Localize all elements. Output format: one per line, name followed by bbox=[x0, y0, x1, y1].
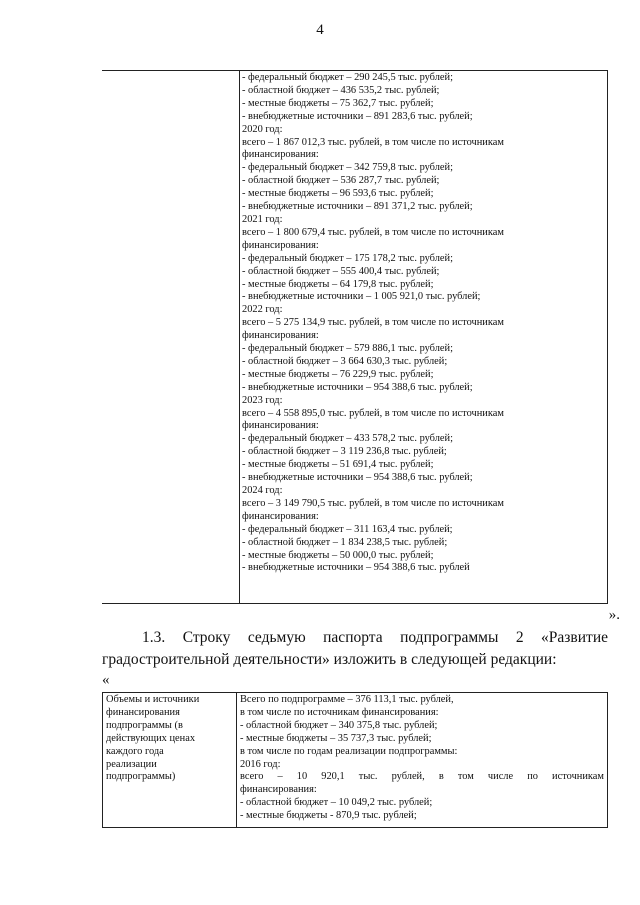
text-line: 2022 год: bbox=[242, 304, 283, 316]
text-line: - внебюджетные источники – 954 388,6 тыс. рублей; bbox=[242, 381, 473, 393]
text-line: - федеральный бюджет – 311 163,4 тыс. рублей; bbox=[242, 523, 453, 535]
text-line: - федеральный бюджет – 433 578,2 тыс. рублей; bbox=[242, 433, 453, 445]
text-line: всего – 10 920,1 тыс. рублей, в том числе по источникам bbox=[240, 771, 604, 783]
text-line: - областной бюджет – 3 664 630,3 тыс. рублей; bbox=[242, 355, 448, 367]
row-header-cell bbox=[106, 694, 234, 784]
text-line: - внебюджетные источники – 1 005 921,0 тыс. рублей; bbox=[242, 291, 481, 303]
text-line: - областной бюджет – 1 834 238,5 тыс. рублей; bbox=[242, 536, 448, 548]
table-column-divider bbox=[239, 71, 240, 603]
text-line: - областной бюджет – 555 400,4 тыс. рублей; bbox=[242, 265, 440, 277]
text-line: 2020 год: bbox=[242, 123, 283, 135]
text-line: 2016 год: bbox=[240, 758, 281, 770]
text-line: реализации bbox=[106, 758, 157, 770]
text-line: - местные бюджеты – 96 593,6 тыс. рублей; bbox=[242, 188, 434, 200]
text-line: 2024 год: bbox=[242, 485, 283, 496]
text-line: финансирования: bbox=[242, 239, 319, 251]
text-line: - местные бюджеты - 870,9 тыс. рублей; bbox=[240, 810, 417, 822]
text-line: - местные бюджеты – 35 737,3 тыс. рублей; bbox=[240, 732, 432, 744]
text-line: всего – 3 149 790,5 тыс. рублей, в том числе по источникам bbox=[242, 497, 504, 509]
text-line: - внебюджетные источники – 954 388,6 тыс. рублей; bbox=[242, 472, 473, 484]
text-line: - внебюджетные источники – 891 283,6 тыс. рублей; bbox=[242, 110, 473, 122]
text-line: - федеральный бюджет – 342 759,8 тыс. рублей; bbox=[242, 162, 453, 174]
text-line: всего – 1 867 012,3 тыс. рублей, в том числе по источникам bbox=[242, 136, 504, 148]
text-line: - местные бюджеты – 51 691,4 тыс. рублей; bbox=[242, 459, 434, 471]
text-line: - областной бюджет – 536 287,7 тыс. рублей; bbox=[242, 175, 440, 187]
amendment-paragraph-line-2: градостроительной деятельности» изложить в следующей редакции: bbox=[102, 651, 557, 668]
closing-quote: ». bbox=[608, 607, 620, 623]
text-line: подпрограммы (в bbox=[106, 719, 183, 731]
text-line: финансирования: bbox=[242, 510, 319, 522]
table-column-divider bbox=[236, 693, 237, 827]
text-line: финансирования: bbox=[240, 784, 317, 796]
text-line: - местные бюджеты – 75 362,7 тыс. рублей; bbox=[242, 97, 434, 109]
text-line: - федеральный бюджет – 290 245,5 тыс. рублей; bbox=[242, 72, 453, 83]
text-line: - федеральный бюджет – 175 178,2 тыс. рублей; bbox=[242, 252, 453, 264]
funding-details-cell bbox=[240, 694, 604, 823]
text-line: всего – 5 275 134,9 тыс. рублей, в том числе по источникам bbox=[242, 317, 504, 329]
text-line: всего – 1 800 679,4 тыс. рублей, в том числе по источникам bbox=[242, 226, 504, 238]
page-number: 4 bbox=[316, 22, 324, 38]
text-line: Объемы и источники bbox=[106, 694, 200, 705]
text-line: - областной бюджет – 340 375,8 тыс. рублей; bbox=[240, 719, 438, 731]
text-line: - местные бюджеты – 76 229,9 тыс. рублей; bbox=[242, 368, 434, 380]
text-line: - областной бюджет – 10 049,2 тыс. рублей; bbox=[240, 797, 433, 809]
text-line: - внебюджетные источники – 954 388,6 тыс. рублей bbox=[242, 562, 470, 574]
opening-quote: « bbox=[102, 672, 110, 688]
text-line: - областной бюджет – 3 119 236,8 тыс. рублей; bbox=[242, 446, 447, 458]
text-line: всего – 4 558 895,0 тыс. рублей, в том числе по источникам bbox=[242, 407, 504, 419]
text-line: в том числе по годам реализации подпрограммы: bbox=[240, 745, 458, 757]
text-line: каждого года bbox=[106, 745, 164, 757]
text-line: финансирования: bbox=[242, 330, 319, 342]
text-line: - областной бюджет – 436 535,2 тыс. рублей; bbox=[242, 84, 440, 96]
text-line: - местные бюджеты – 50 000,0 тыс. рублей; bbox=[242, 549, 434, 561]
text-line: финансирования: bbox=[242, 420, 319, 432]
text-line: - местные бюджеты – 64 179,8 тыс. рублей; bbox=[242, 278, 434, 290]
text-line: 2021 год: bbox=[242, 213, 283, 225]
text-line: 2023 год: bbox=[242, 394, 283, 406]
funding-details-cell bbox=[242, 72, 603, 575]
funding-table-continuation bbox=[102, 70, 608, 604]
subprogram-funding-table bbox=[102, 692, 608, 828]
text-line: действующих ценах bbox=[106, 732, 196, 744]
text-line: финансирования bbox=[106, 706, 180, 718]
text-line: - внебюджетные источники – 891 371,2 тыс. рублей; bbox=[242, 201, 473, 213]
text-line: подпрограммы) bbox=[106, 771, 176, 783]
text-line: - федеральный бюджет – 579 886,1 тыс. рублей; bbox=[242, 343, 453, 355]
text-line: финансирования: bbox=[242, 149, 319, 161]
amendment-paragraph-line-1: 1.3. Строку седьмую паспорта подпрограммы 2 «Развитие bbox=[142, 629, 608, 646]
text-line: в том числе по источникам финансирования: bbox=[240, 706, 439, 718]
text-line: Всего по подпрограмме – 376 113,1 тыс. рублей, bbox=[240, 694, 454, 705]
